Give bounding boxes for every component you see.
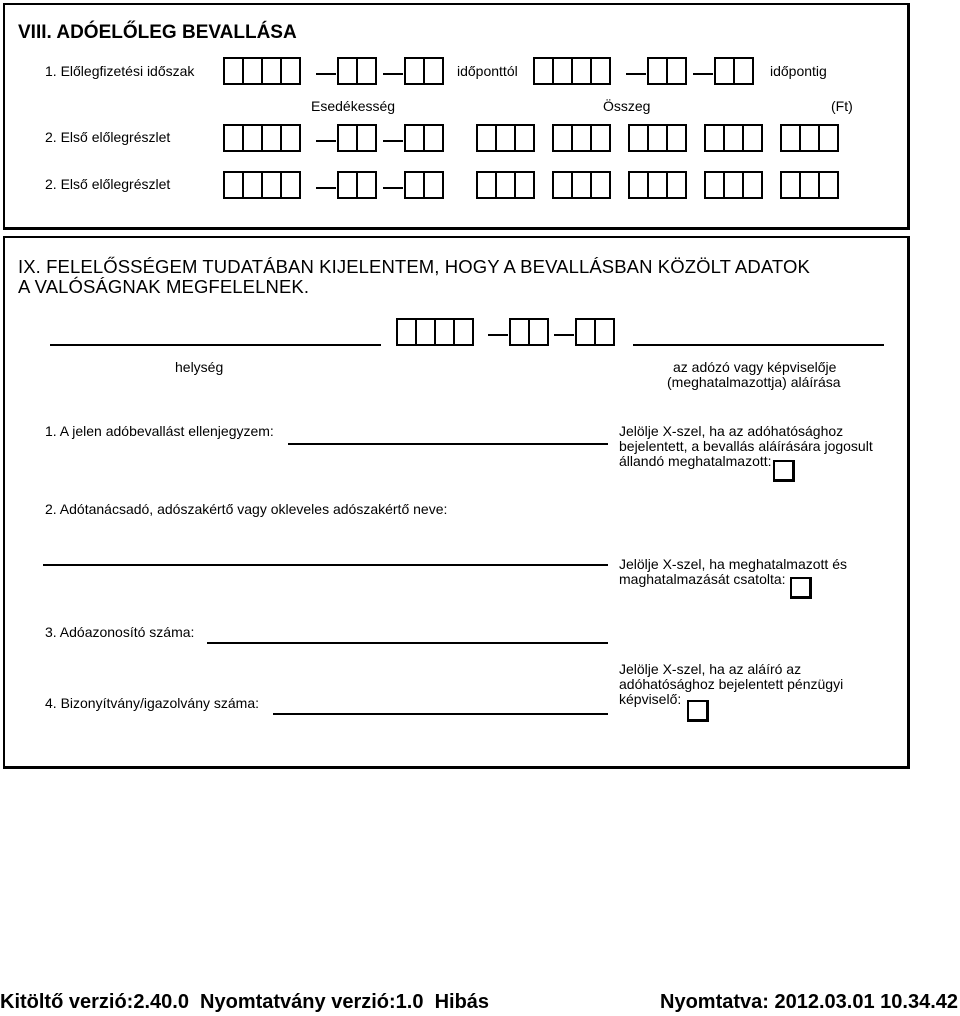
installment2-month-field[interactable]: [337, 171, 377, 199]
permanent-proxy-note-line3: állandó meghatalmazott:: [619, 453, 772, 469]
footer-version-info: Kitöltő verzió:2.40.0 Nyomtatvány verzió:1.0 Hibás: [0, 991, 490, 1013]
date-dash: [383, 187, 403, 189]
place-line[interactable]: [50, 344, 381, 346]
certificate-label: 4. Bizonyítvány/igazolvány száma:: [45, 695, 259, 711]
first-installment-label-2: 2. Első előlegrészlet: [45, 176, 171, 192]
section-ix-title-line1: IX. FELELŐSSÉGEM TUDATÁBAN KIJELENTEM, HOGY A BEVALLÁSBAN KÖZÖLT ADATOK: [18, 256, 810, 277]
amount-header: Összeg: [603, 98, 651, 114]
financial-rep-note-line2: adóhatósághoz bejelentett pénzügyi: [619, 676, 844, 692]
certificate-line[interactable]: [273, 713, 608, 715]
period-from-month-field[interactable]: [337, 57, 377, 85]
advance-period-label: 1. Előlegfizetési időszak: [45, 63, 195, 79]
tax-advisor-line[interactable]: [43, 564, 608, 566]
permanent-proxy-checkbox[interactable]: [773, 460, 795, 482]
installment1-day-field[interactable]: [404, 124, 444, 152]
signature-line[interactable]: [633, 344, 884, 346]
section-ix-title-line2: A VALÓSÁGNAK MEGFELELNEK.: [18, 276, 310, 297]
installment1-amount-group1[interactable]: [476, 124, 535, 152]
tax-id-label: 3. Adóazonosító száma:: [45, 624, 195, 640]
tax-id-line[interactable]: [207, 642, 608, 644]
unit-header: (Ft): [831, 98, 853, 114]
section-viii-title: VIII. ADÓELŐLEG BEVALLÁSA: [18, 22, 297, 43]
signature-caption-line2: (meghatalmazottja) aláírása: [667, 374, 841, 390]
date-dash: [316, 187, 336, 189]
installment2-day-field[interactable]: [404, 171, 444, 199]
installment1-amount-group4[interactable]: [704, 124, 763, 152]
authorization-note-line1: Jelölje X-szel, ha meghatalmazott és: [619, 556, 847, 572]
authorization-note-line2: maghatalmazását csatolta:: [619, 571, 786, 587]
installment1-year-field[interactable]: [223, 124, 301, 152]
installment2-year-field[interactable]: [223, 171, 301, 199]
permanent-proxy-note-line2: bejelentett, a bevallás aláírására jogosult: [619, 438, 873, 454]
sign-year-field[interactable]: [396, 318, 474, 346]
period-from-year-field[interactable]: [223, 57, 301, 85]
date-dash: [383, 73, 403, 75]
place-caption: helység: [175, 359, 224, 375]
sign-day-field[interactable]: [575, 318, 615, 346]
date-dash: [383, 140, 403, 142]
date-dash: [693, 73, 713, 75]
date-dash: [316, 140, 336, 142]
permanent-proxy-note-line1: Jelölje X-szel, ha az adóhatósághoz: [619, 423, 844, 439]
installment1-amount-group5[interactable]: [780, 124, 839, 152]
countersign-label: 1. A jelen adóbevallást ellenjegyzem:: [45, 423, 274, 439]
tax-advisor-label: 2. Adótanácsadó, adószakértő vagy okleveles adószakértő neve:: [45, 501, 448, 517]
financial-rep-checkbox[interactable]: [687, 700, 709, 722]
period-to-month-field[interactable]: [647, 57, 687, 85]
footer-print-timestamp: Nyomtatva: 2012.03.01 10.34.42: [660, 991, 958, 1013]
to-label: időpontig: [770, 63, 827, 79]
installment1-month-field[interactable]: [337, 124, 377, 152]
installment2-amount-group1[interactable]: [476, 171, 535, 199]
sign-month-field[interactable]: [509, 318, 549, 346]
period-to-year-field[interactable]: [533, 57, 611, 85]
date-dash: [554, 334, 574, 336]
countersign-line[interactable]: [288, 443, 608, 445]
due-date-header: Esedékesség: [311, 98, 396, 114]
period-to-day-field[interactable]: [714, 57, 754, 85]
date-dash: [626, 73, 646, 75]
date-dash: [316, 73, 336, 75]
period-from-day-field[interactable]: [404, 57, 444, 85]
date-dash: [488, 334, 508, 336]
installment2-amount-group5[interactable]: [780, 171, 839, 199]
installment1-amount-group2[interactable]: [552, 124, 611, 152]
installment1-amount-group3[interactable]: [628, 124, 687, 152]
first-installment-label: 2. Első előlegrészlet: [45, 129, 171, 145]
financial-rep-note-line1: Jelölje X-szel, ha az aláíró az: [619, 661, 802, 677]
installment2-amount-group4[interactable]: [704, 171, 763, 199]
financial-rep-note-line3: képviselő:: [619, 691, 682, 707]
authorization-checkbox[interactable]: [790, 577, 812, 599]
signature-caption-line1: az adózó vagy képviselője: [673, 359, 837, 375]
installment2-amount-group3[interactable]: [628, 171, 687, 199]
from-label: időponttól: [457, 63, 518, 79]
installment2-amount-group2[interactable]: [552, 171, 611, 199]
